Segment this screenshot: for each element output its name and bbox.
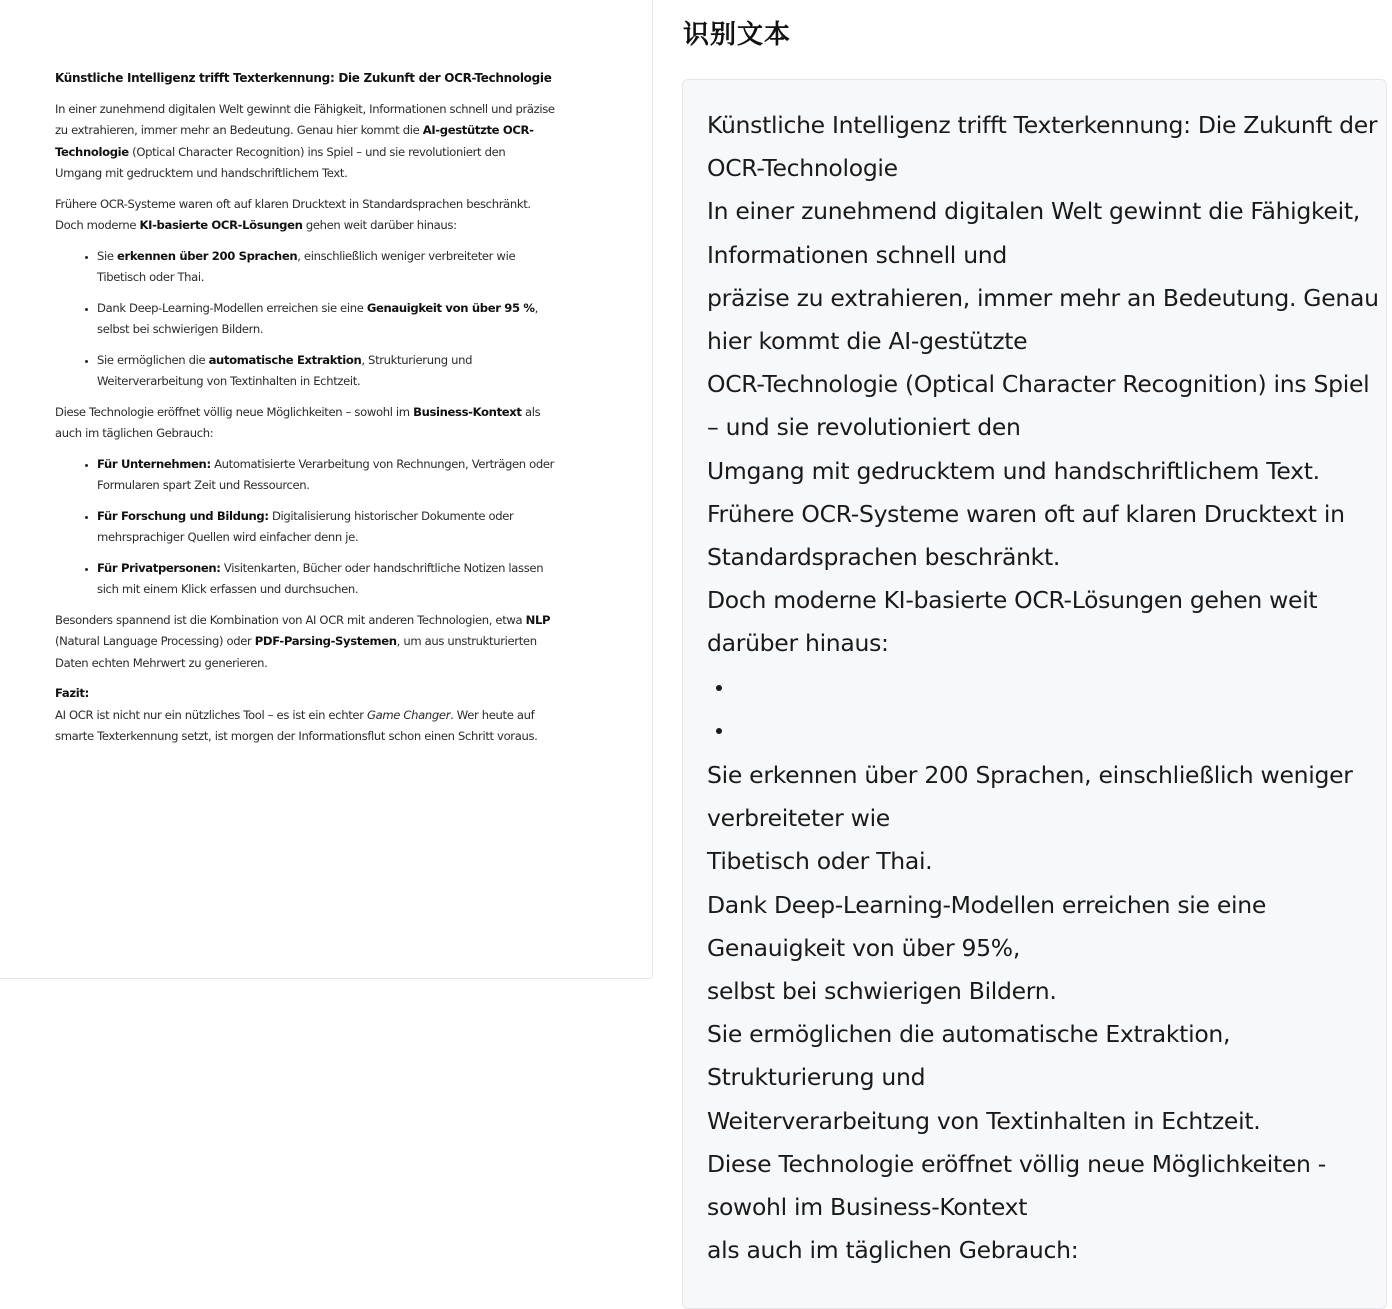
recognized-line: Strukturierung und (707, 1063, 926, 1092)
paragraph-fazit (55, 705, 555, 748)
bold-text: automatische Extraktion (208, 352, 362, 367)
feature-list (55, 246, 555, 393)
text: , selbst bei schwierigen Bildern. (97, 300, 538, 336)
text: Sie ermöglichen die (97, 352, 209, 367)
recognized-text-box[interactable] (682, 79, 1387, 1309)
document-content (55, 68, 555, 757)
text: als auch im täglichen Gebrauch: (55, 404, 541, 440)
text: Diese Technologie eröffnet völlig neue Möglichkeiten – sowohl im (55, 404, 414, 419)
recognized-line: Informationen schnell und (707, 240, 1007, 269)
recognized-line: Weiterverarbeitung von Textinhalten in Echtzeit. (707, 1106, 1261, 1135)
text: Digitalisierung historischer Dokumente oder mehrsprachiger Quellen wird einfacher denn je. (97, 508, 514, 544)
recognized-line: Tibetisch oder Thai. (707, 847, 933, 876)
recognized-line: als auch im täglichen Gebrauch: (707, 1236, 1079, 1265)
recognized-line: In einer zunehmend digitalen Welt gewinnt die Fähigkeit, (707, 197, 1360, 226)
recognized-line: – und sie revolutioniert den (707, 413, 1021, 442)
recognized-line: Sie erkennen über 200 Sprachen, einschließlich weniger (707, 761, 1353, 790)
bullet-marker (707, 709, 1367, 752)
paragraph-intro (55, 99, 555, 185)
list-item (97, 506, 555, 549)
bold-text: Genauigkeit von über 95 % (366, 300, 535, 315)
bold-text: Business-Kontext (413, 404, 522, 419)
list-item (97, 246, 555, 289)
recognized-line: OCR-Technologie (Optical Character Recognition) ins Spiel (707, 370, 1370, 399)
bold-text: KI-basierte OCR-Lösungen (139, 218, 303, 232)
bold-text: Für Privatpersonen: (97, 560, 221, 575)
text: . Wer heute auf smarte Texterkennung setzt, ist morgen der Informationsflut schon einen Schritt voraus. (55, 707, 538, 743)
paragraph-history (55, 194, 555, 237)
recognized-lines-bottom (707, 754, 1367, 1272)
recognized-line: Künstliche Intelligenz trifft Texterkennung: Die Zukunft der (707, 111, 1378, 139)
recognized-line: darüber hinaus: (707, 629, 889, 658)
bold-text: Für Forschung und Bildung: (97, 508, 269, 523)
document-heading: Künstliche Intelligenz trifft Texterkennung: Die Zukunft der OCR-Technologie (55, 71, 552, 85)
bold-text: PDF-Parsing-Systemen (254, 634, 397, 648)
fazit-label: Fazit: (55, 686, 89, 700)
list-item (97, 454, 555, 497)
list-item (97, 350, 555, 393)
list-item (97, 298, 555, 341)
bullet-marker (707, 666, 1367, 709)
recognized-text (707, 104, 1379, 1272)
text: (Natural Language Processing) oder (55, 634, 255, 648)
recognized-line: Standardsprachen beschränkt. (707, 543, 1061, 572)
text: Dank Deep-Learning-Modellen erreichen sie eine (97, 300, 367, 315)
text: In einer zunehmend digitalen Welt gewinnt die Fähigkeit, Informationen schnell und präzise zu extrahieren, immer mehr an Bedeutung. Genau hier kommt die (55, 101, 555, 137)
recognized-line: Sie ermöglichen die automatische Extraktion, (707, 1020, 1231, 1049)
recognized-line: Diese Technologie eröffnet völlig neue Möglichkeiten - (707, 1149, 1326, 1178)
recognized-line: hier kommt die AI-gestützte (707, 327, 1028, 356)
recognized-lines-top (707, 104, 1379, 666)
recognized-line: sowohl im Business-Kontext (707, 1193, 1028, 1222)
text: Frühere OCR-Systeme waren oft auf klaren Drucktext in Standardsprachen beschränkt. Doch moderne (55, 196, 531, 232)
text: , einschließlich weniger verbreiteter wie Tibetisch oder Thai. (97, 248, 516, 284)
audience-list (55, 454, 555, 601)
bold-text: Für Unternehmen: (97, 456, 211, 471)
text: Besonders spannend ist die Kombination von AI OCR mit anderen Technologien, etwa (55, 612, 526, 627)
text: (Optical Character Recognition) ins Spiel – und sie revolutioniert den Umgang mit gedrucktem und handschriftlichem Text. (55, 144, 506, 180)
text: AI OCR ist nicht nur ein nützliches Tool – es ist ein echter (55, 707, 367, 722)
text: Sie (97, 248, 117, 263)
text: gehen weit darüber hinaus: (302, 218, 457, 232)
text: Automatisierte Verarbeitung von Rechnungen, Verträgen oder Formularen spart Zeit und Ressourcen. (97, 456, 555, 492)
list-item (97, 558, 555, 601)
result-title: 识别文本 (683, 20, 792, 50)
text: , Strukturierung und Weiterverarbeitung von Textinhalten in Echtzeit. (97, 352, 473, 388)
recognized-line: Dank Deep-Learning-Modellen erreichen sie eine (707, 890, 1267, 919)
recognized-line: Umgang mit gedrucktem und handschriftlichem Text. (707, 456, 1320, 485)
recognized-line: OCR-Technologie (707, 154, 898, 183)
recognized-line: Doch moderne KI-basierte OCR-Lösungen gehen weit (707, 586, 1318, 615)
paragraph-possibilities (55, 402, 555, 445)
text: Visitenkarten, Bücher oder handschriftliche Notizen lassen sich mit einem Klick erfassen und durchsuchen. (97, 560, 544, 596)
bold-text: NLP (525, 612, 551, 627)
paragraph-combination (55, 610, 555, 675)
source-document-preview (0, 0, 653, 979)
text: , um aus unstrukturierten Daten echten Mehrwert zu generieren. (55, 634, 537, 670)
recognized-line: verbreiteter wie (707, 804, 890, 833)
recognized-line: Genauigkeit von über 95%, (707, 933, 1020, 962)
bold-text: erkennen über 200 Sprachen (117, 248, 298, 263)
italic-text: Game Changer (366, 707, 451, 722)
recognized-line: Frühere OCR-Systeme waren oft auf klaren Drucktext in (707, 499, 1345, 528)
bold-text: AI-gestützte OCR-Technologie (55, 123, 534, 159)
recognized-line: präzise zu extrahieren, immer mehr an Bedeutung. Genau (707, 283, 1379, 312)
recognized-line: selbst bei schwierigen Bildern. (707, 977, 1057, 1006)
